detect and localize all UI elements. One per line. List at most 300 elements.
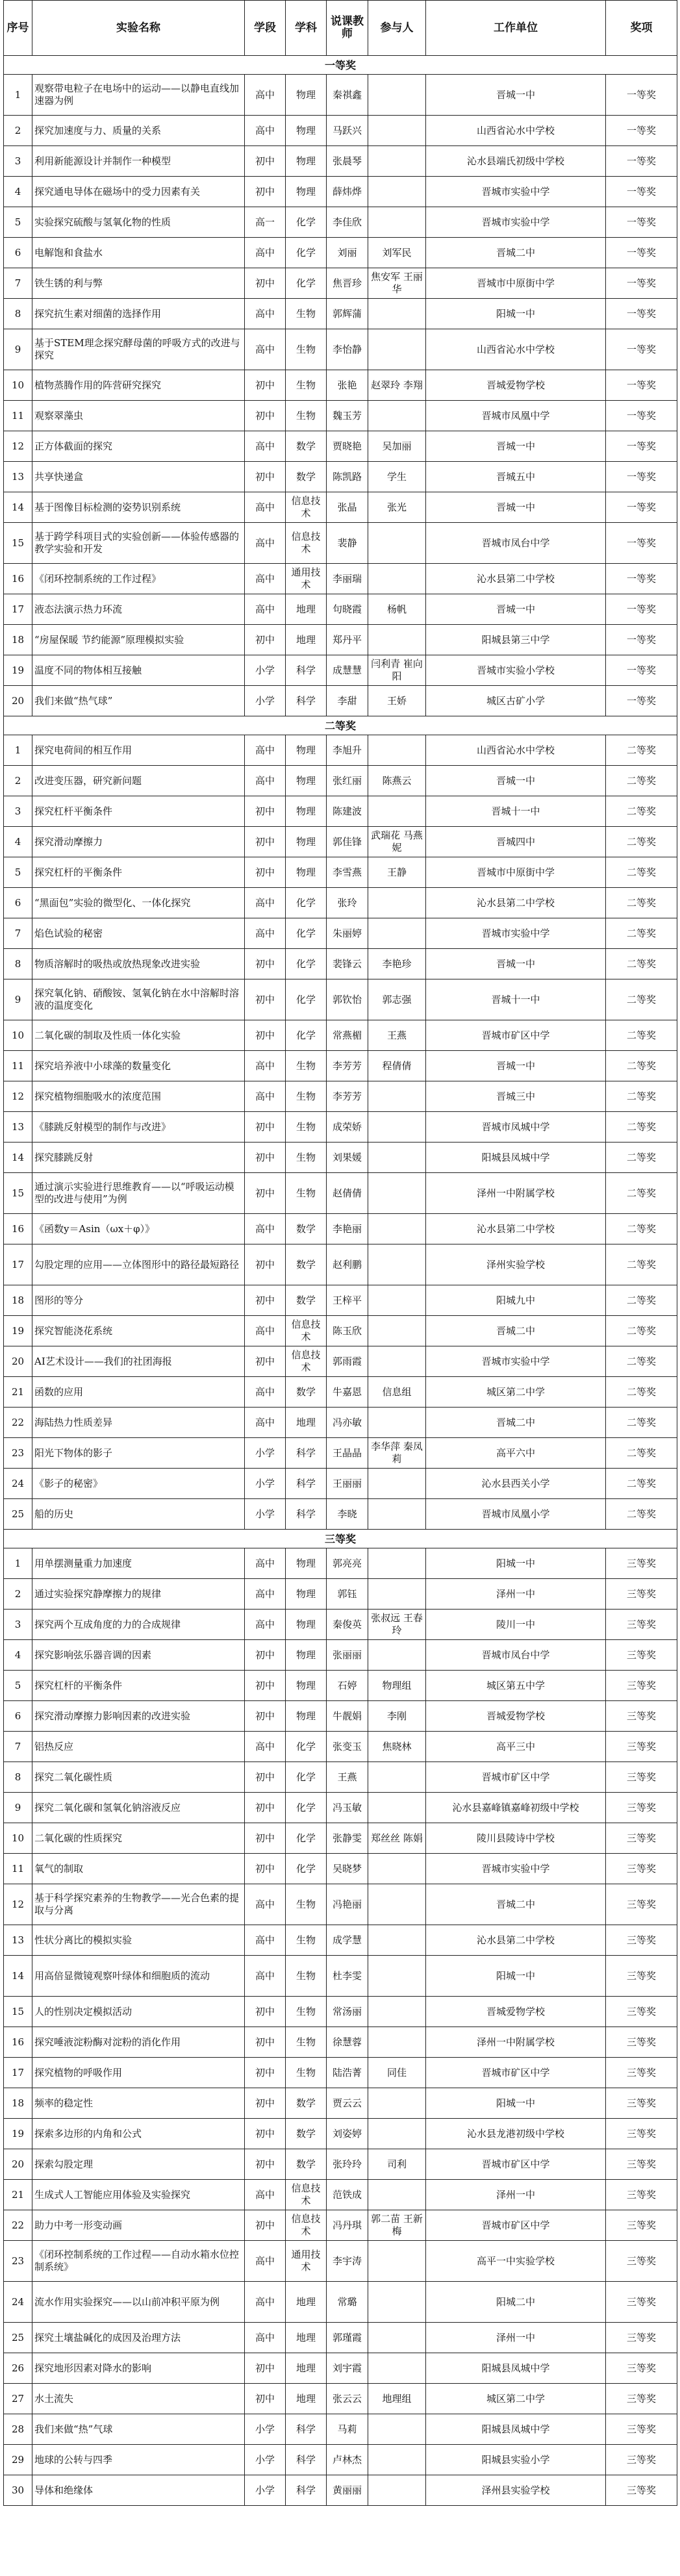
cell-index: 23	[4, 1438, 32, 1469]
table-row	[4, 1377, 677, 1408]
cell-teacher: 黄丽丽	[327, 2475, 368, 2506]
cell-participants: 焦安军 王丽华	[368, 268, 426, 299]
cell-experiment-name: 液态法演示热力环流	[32, 594, 245, 625]
cell-index: 7	[4, 1732, 32, 1762]
cell-work-unit: 沁水县第二中学校	[426, 564, 606, 594]
cell-participants	[368, 1793, 426, 1823]
cell-work-unit: 晋城四中	[426, 827, 606, 857]
table-row	[4, 431, 677, 462]
cell-subject: 科学	[286, 1499, 327, 1530]
cell-stage: 初中	[245, 796, 286, 827]
cell-award: 一等奖	[606, 268, 677, 299]
cell-work-unit: 晋城市凤凰小学	[426, 1499, 606, 1530]
cell-award: 一等奖	[606, 177, 677, 207]
cell-experiment-name: 海陆热力性质差异	[32, 1408, 245, 1438]
table-row	[4, 1956, 677, 1997]
cell-index: 17	[4, 1244, 32, 1285]
cell-stage: 小学	[245, 1438, 286, 1469]
cell-teacher: 李艳丽	[327, 1214, 368, 1244]
cell-index: 22	[4, 1408, 32, 1438]
table-row	[4, 1112, 677, 1143]
cell-work-unit: 晋城市中原街中学	[426, 268, 606, 299]
cell-index: 10	[4, 1823, 32, 1854]
cell-teacher: 焦晋珍	[327, 268, 368, 299]
cell-index: 11	[4, 1854, 32, 1884]
cell-participants	[368, 1469, 426, 1499]
cell-award: 一等奖	[606, 431, 677, 462]
cell-award: 一等奖	[606, 238, 677, 268]
table-row	[4, 492, 677, 523]
cell-award: 二等奖	[606, 766, 677, 796]
cell-work-unit: 晋城市实验中学	[426, 207, 606, 238]
cell-work-unit: 晋城三中	[426, 1081, 606, 1112]
cell-index: 10	[4, 370, 32, 401]
cell-index: 1	[4, 75, 32, 116]
cell-experiment-name: 水土流失	[32, 2384, 245, 2414]
table-row	[4, 2210, 677, 2241]
cell-participants: 王燕	[368, 1020, 426, 1051]
cell-work-unit: 高平三中	[426, 1732, 606, 1762]
cell-award: 一等奖	[606, 594, 677, 625]
cell-award: 一等奖	[606, 523, 677, 564]
cell-experiment-name: AI艺术设计——我们的社团海报	[32, 1346, 245, 1377]
table-row	[4, 207, 677, 238]
cell-work-unit: 晋城一中	[426, 1051, 606, 1081]
table-row	[4, 625, 677, 655]
cell-participants: 郑丝丝 陈娟	[368, 1823, 426, 1854]
cell-stage: 初中	[245, 1112, 286, 1143]
cell-experiment-name: 观察翠藻虫	[32, 401, 245, 431]
cell-award: 三等奖	[606, 1548, 677, 1579]
cell-experiment-name: 探究植物的呼吸作用	[32, 2058, 245, 2088]
cell-teacher: 张云云	[327, 2384, 368, 2414]
cell-award: 三等奖	[606, 2475, 677, 2506]
cell-stage: 初中	[245, 1640, 286, 1671]
cell-award: 二等奖	[606, 1244, 677, 1285]
cell-experiment-name: 导体和绝缘体	[32, 2475, 245, 2506]
section-header-row	[4, 1530, 677, 1548]
cell-participants: 王娇	[368, 686, 426, 716]
cell-stage: 小学	[245, 1469, 286, 1499]
cell-stage: 高中	[245, 492, 286, 523]
cell-work-unit: 晋城市凤台中学	[426, 1640, 606, 1671]
cell-subject: 生物	[286, 401, 327, 431]
header-work-unit: 工作单位	[426, 1, 606, 56]
cell-participants	[368, 2414, 426, 2445]
cell-work-unit: 晋城市实验中学	[426, 1346, 606, 1377]
cell-participants	[368, 2353, 426, 2384]
cell-stage: 高中	[245, 1408, 286, 1438]
cell-subject: 化学	[286, 1020, 327, 1051]
cell-teacher: 杜李雯	[327, 1956, 368, 1997]
cell-participants	[368, 1579, 426, 1610]
cell-teacher: 陆浩菁	[327, 2058, 368, 2088]
table-row	[4, 1762, 677, 1793]
cell-stage: 初中	[245, 146, 286, 177]
cell-stage: 小学	[245, 655, 286, 686]
cell-work-unit: 泽州一中	[426, 2180, 606, 2210]
cell-award: 三等奖	[606, 1823, 677, 1854]
cell-subject: 数学	[286, 1244, 327, 1285]
cell-teacher: 刘宇霞	[327, 2353, 368, 2384]
cell-stage: 初中	[245, 1285, 286, 1316]
cell-subject: 物理	[286, 1701, 327, 1732]
cell-teacher: 常璐	[327, 2282, 368, 2323]
table-body	[4, 56, 677, 2506]
cell-index: 30	[4, 2475, 32, 2506]
cell-experiment-name: 勾股定理的应用——立体图形中的路径最短路径	[32, 1244, 245, 1285]
cell-award: 二等奖	[606, 1143, 677, 1173]
cell-participants	[368, 564, 426, 594]
cell-stage: 高中	[245, 564, 286, 594]
cell-index: 13	[4, 1925, 32, 1956]
cell-participants	[368, 1956, 426, 1997]
cell-stage: 初中	[245, 625, 286, 655]
cell-participants: 武瑞花 马燕妮	[368, 827, 426, 857]
cell-subject: 信息技术	[286, 1346, 327, 1377]
cell-work-unit: 阳城一中	[426, 1548, 606, 1579]
cell-award: 三等奖	[606, 2384, 677, 2414]
cell-subject: 科学	[286, 655, 327, 686]
cell-teacher: 裴静	[327, 523, 368, 564]
cell-participants	[368, 1499, 426, 1530]
cell-participants: 郭志强	[368, 979, 426, 1020]
cell-subject: 化学	[286, 888, 327, 918]
cell-teacher: 冯丹琪	[327, 2210, 368, 2241]
table-row	[4, 523, 677, 564]
table-row	[4, 1610, 677, 1640]
cell-stage: 高中	[245, 431, 286, 462]
cell-participants	[368, 401, 426, 431]
table-row	[4, 1579, 677, 1610]
cell-subject: 化学	[286, 949, 327, 979]
table-row	[4, 1499, 677, 1530]
cell-stage: 初中	[245, 1854, 286, 1884]
cell-subject: 生物	[286, 370, 327, 401]
header-participants: 参与人	[368, 1, 426, 56]
cell-participants: 闫利青 崔向阳	[368, 655, 426, 686]
cell-subject: 信息技术	[286, 2210, 327, 2241]
cell-stage: 初中	[245, 401, 286, 431]
cell-subject: 化学	[286, 918, 327, 949]
cell-experiment-name: 《闭环控制系统的工作过程——自动水箱水位控制系统》	[32, 2241, 245, 2282]
cell-subject: 物理	[286, 177, 327, 207]
cell-index: 25	[4, 1499, 32, 1530]
cell-index: 9	[4, 1793, 32, 1823]
cell-teacher: 马莉	[327, 2414, 368, 2445]
cell-stage: 高一	[245, 207, 286, 238]
cell-subject: 生物	[286, 1051, 327, 1081]
cell-award: 三等奖	[606, 1762, 677, 1793]
table-row	[4, 857, 677, 888]
cell-teacher: 陈建波	[327, 796, 368, 827]
table-row	[4, 2088, 677, 2119]
cell-index: 17	[4, 2058, 32, 2088]
cell-subject: 物理	[286, 1610, 327, 1640]
cell-work-unit: 晋城市矿区中学	[426, 2210, 606, 2241]
cell-teacher: 郭钦怡	[327, 979, 368, 1020]
cell-index: 25	[4, 2323, 32, 2353]
cell-experiment-name: 植物蒸腾作用的阵营研究探究	[32, 370, 245, 401]
cell-stage: 小学	[245, 2445, 286, 2475]
table-row	[4, 1244, 677, 1285]
cell-stage: 高中	[245, 299, 286, 329]
cell-subject: 化学	[286, 1762, 327, 1793]
cell-work-unit: 阳城县实验小学	[426, 2445, 606, 2475]
table-row	[4, 2058, 677, 2088]
cell-stage: 高中	[245, 238, 286, 268]
cell-participants: 李刚	[368, 1701, 426, 1732]
cell-award: 二等奖	[606, 1214, 677, 1244]
cell-experiment-name: 性状分离比的模拟实验	[32, 1925, 245, 1956]
cell-stage: 高中	[245, 523, 286, 564]
cell-experiment-name: 探究地形因素对降水的影响	[32, 2353, 245, 2384]
table-row	[4, 2241, 677, 2282]
table-row	[4, 2149, 677, 2180]
cell-teacher: 冯玉敏	[327, 1793, 368, 1823]
cell-subject: 信息技术	[286, 492, 327, 523]
table-row	[4, 1925, 677, 1956]
cell-experiment-name: 探究土壤盐碱化的成因及治理方法	[32, 2323, 245, 2353]
cell-award: 三等奖	[606, 1579, 677, 1610]
cell-experiment-name: 基于图像目标检测的姿势识别系统	[32, 492, 245, 523]
cell-work-unit: 晋城二中	[426, 1316, 606, 1346]
cell-work-unit: 晋城市实验中学	[426, 918, 606, 949]
cell-index: 3	[4, 1610, 32, 1640]
cell-experiment-name: 氧气的制取	[32, 1854, 245, 1884]
cell-work-unit: 晋城爱物学校	[426, 370, 606, 401]
cell-participants	[368, 1316, 426, 1346]
cell-participants	[368, 2088, 426, 2119]
cell-stage: 初中	[245, 1793, 286, 1823]
cell-experiment-name: 《闭环控制系统的工作过程》	[32, 564, 245, 594]
cell-subject: 物理	[286, 735, 327, 766]
cell-experiment-name: 探究抗生素对细菌的选择作用	[32, 299, 245, 329]
cell-participants	[368, 523, 426, 564]
table-row	[4, 1793, 677, 1823]
cell-index: 15	[4, 523, 32, 564]
table-row	[4, 1701, 677, 1732]
cell-experiment-name: 探究培养液中小球藻的数量变化	[32, 1051, 245, 1081]
cell-teacher: 冯艳丽	[327, 1884, 368, 1925]
cell-award: 三等奖	[606, 1925, 677, 1956]
cell-participants	[368, 1925, 426, 1956]
cell-subject: 物理	[286, 857, 327, 888]
cell-participants: 地理组	[368, 2384, 426, 2414]
cell-participants	[368, 299, 426, 329]
cell-index: 17	[4, 594, 32, 625]
cell-work-unit: 陵川一中	[426, 1610, 606, 1640]
awards-table	[3, 0, 677, 2506]
cell-experiment-name: 探究两个互成角度的力的合成规律	[32, 1610, 245, 1640]
table-row	[4, 2027, 677, 2058]
cell-teacher: 马跃兴	[327, 116, 368, 146]
cell-work-unit: 泽州一中	[426, 2323, 606, 2353]
cell-award: 三等奖	[606, 2445, 677, 2475]
cell-stage: 初中	[245, 2058, 286, 2088]
cell-work-unit: 阳城县凤城中学	[426, 1143, 606, 1173]
table-row	[4, 686, 677, 716]
cell-experiment-name: “房屋保暖 节约能源”原理模拟实验	[32, 625, 245, 655]
cell-index: 14	[4, 1143, 32, 1173]
table-row	[4, 766, 677, 796]
cell-award: 三等奖	[606, 2241, 677, 2282]
cell-award: 一等奖	[606, 370, 677, 401]
cell-teacher: 王燕	[327, 1762, 368, 1793]
table-row	[4, 146, 677, 177]
cell-stage: 高中	[245, 1214, 286, 1244]
cell-experiment-name: 改进变压器，研究新问题	[32, 766, 245, 796]
cell-index: 14	[4, 1956, 32, 1997]
cell-work-unit: 泽州县实验学校	[426, 2475, 606, 2506]
cell-stage: 高中	[245, 75, 286, 116]
cell-experiment-name: 探究杠杆的平衡条件	[32, 1671, 245, 1701]
cell-work-unit: 沁水县第二中学校	[426, 1925, 606, 1956]
cell-participants: 同佳	[368, 2058, 426, 2088]
cell-participants	[368, 116, 426, 146]
cell-stage: 初中	[245, 2210, 286, 2241]
cell-award: 一等奖	[606, 207, 677, 238]
cell-work-unit: 晋城爱物学校	[426, 1997, 606, 2027]
cell-index: 7	[4, 268, 32, 299]
cell-stage: 高中	[245, 1051, 286, 1081]
cell-subject: 生物	[286, 1081, 327, 1112]
cell-teacher: 张丽丽	[327, 1640, 368, 1671]
cell-award: 二等奖	[606, 796, 677, 827]
table-row	[4, 1854, 677, 1884]
cell-award: 二等奖	[606, 1020, 677, 1051]
cell-teacher: 石婷	[327, 1671, 368, 1701]
cell-work-unit: 阳城一中	[426, 299, 606, 329]
cell-award: 二等奖	[606, 1408, 677, 1438]
cell-participants	[368, 1173, 426, 1214]
cell-teacher: 张变玉	[327, 1732, 368, 1762]
cell-subject: 生物	[286, 1143, 327, 1173]
cell-award: 二等奖	[606, 857, 677, 888]
cell-experiment-name: 我们来做“热气球”	[32, 686, 245, 716]
cell-participants: 郭二苗 王新梅	[368, 2210, 426, 2241]
cell-teacher: 郭亮亮	[327, 1548, 368, 1579]
cell-subject: 信息技术	[286, 523, 327, 564]
cell-award: 二等奖	[606, 1469, 677, 1499]
cell-subject: 物理	[286, 116, 327, 146]
cell-work-unit: 晋城爱物学校	[426, 1701, 606, 1732]
cell-work-unit: 泽州一中	[426, 1579, 606, 1610]
cell-work-unit: 晋城二中	[426, 238, 606, 268]
header-index: 序号	[4, 1, 32, 56]
cell-award: 二等奖	[606, 1173, 677, 1214]
cell-work-unit: 晋城市凤凰中学	[426, 401, 606, 431]
cell-subject: 通用技术	[286, 564, 327, 594]
cell-teacher: 郑丹平	[327, 625, 368, 655]
cell-index: 16	[4, 2027, 32, 2058]
cell-stage: 小学	[245, 686, 286, 716]
table-row	[4, 1823, 677, 1854]
cell-award: 二等奖	[606, 1316, 677, 1346]
table-row	[4, 2353, 677, 2384]
cell-participants: 学生	[368, 462, 426, 492]
cell-award: 三等奖	[606, 2210, 677, 2241]
cell-experiment-name: 探究通电导体在磁场中的受力因素有关	[32, 177, 245, 207]
cell-index: 12	[4, 431, 32, 462]
cell-award: 三等奖	[606, 1793, 677, 1823]
cell-subject: 物理	[286, 766, 327, 796]
cell-index: 24	[4, 2282, 32, 2323]
cell-subject: 数学	[286, 1377, 327, 1408]
cell-experiment-name: 阳光下物体的影子	[32, 1438, 245, 1469]
cell-subject: 化学	[286, 1732, 327, 1762]
cell-teacher: 常燕楣	[327, 1020, 368, 1051]
cell-stage: 初中	[245, 857, 286, 888]
cell-stage: 初中	[245, 1823, 286, 1854]
cell-subject: 地理	[286, 1408, 327, 1438]
cell-participants	[368, 888, 426, 918]
table-row	[4, 1640, 677, 1671]
cell-stage: 初中	[245, 1701, 286, 1732]
table-row	[4, 1671, 677, 1701]
table-row	[4, 238, 677, 268]
cell-participants	[368, 1408, 426, 1438]
cell-work-unit: 晋城二中	[426, 1408, 606, 1438]
cell-stage: 高中	[245, 1884, 286, 1925]
cell-stage: 初中	[245, 1762, 286, 1793]
cell-stage: 初中	[245, 1244, 286, 1285]
table-row	[4, 564, 677, 594]
table-row	[4, 918, 677, 949]
cell-subject: 科学	[286, 2414, 327, 2445]
cell-experiment-name: “黑面包”实验的微型化、一体化探究	[32, 888, 245, 918]
cell-experiment-name: 探究杠杆的平衡条件	[32, 857, 245, 888]
cell-work-unit: 高平六中	[426, 1438, 606, 1469]
cell-stage: 高中	[245, 1956, 286, 1997]
cell-participants: 信息组	[368, 1377, 426, 1408]
cell-experiment-name: 观察带电粒子在电场中的运动——以静电直线加速器为例	[32, 75, 245, 116]
cell-stage: 初中	[245, 1173, 286, 1214]
cell-subject: 物理	[286, 146, 327, 177]
cell-experiment-name: 物质溶解时的吸热或放热现象改进实验	[32, 949, 245, 979]
cell-subject: 物理	[286, 796, 327, 827]
cell-subject: 化学	[286, 979, 327, 1020]
cell-experiment-name: 我们来做“热”气球	[32, 2414, 245, 2445]
cell-subject: 生物	[286, 2058, 327, 2088]
cell-participants: 刘军民	[368, 238, 426, 268]
cell-work-unit: 晋城市矿区中学	[426, 2058, 606, 2088]
cell-index: 16	[4, 1214, 32, 1244]
cell-award: 一等奖	[606, 299, 677, 329]
cell-teacher: 贾云云	[327, 2088, 368, 2119]
cell-work-unit: 晋城市矿区中学	[426, 1762, 606, 1793]
cell-award: 三等奖	[606, 1956, 677, 1997]
cell-teacher: 李丽瑞	[327, 564, 368, 594]
cell-subject: 科学	[286, 2445, 327, 2475]
table-row	[4, 370, 677, 401]
cell-teacher: 贾晓艳	[327, 431, 368, 462]
cell-stage: 高中	[245, 1732, 286, 1762]
cell-participants	[368, 1346, 426, 1377]
table-row	[4, 1346, 677, 1377]
cell-index: 9	[4, 979, 32, 1020]
cell-subject: 生物	[286, 1925, 327, 1956]
cell-teacher: 成荣娇	[327, 1112, 368, 1143]
cell-experiment-name: 用单摆测量重力加速度	[32, 1548, 245, 1579]
cell-subject: 地理	[286, 2353, 327, 2384]
header-stage: 学段	[245, 1, 286, 56]
cell-award: 三等奖	[606, 2058, 677, 2088]
cell-participants	[368, 1548, 426, 1579]
cell-index: 18	[4, 1285, 32, 1316]
cell-participants	[368, 207, 426, 238]
cell-index: 11	[4, 1051, 32, 1081]
